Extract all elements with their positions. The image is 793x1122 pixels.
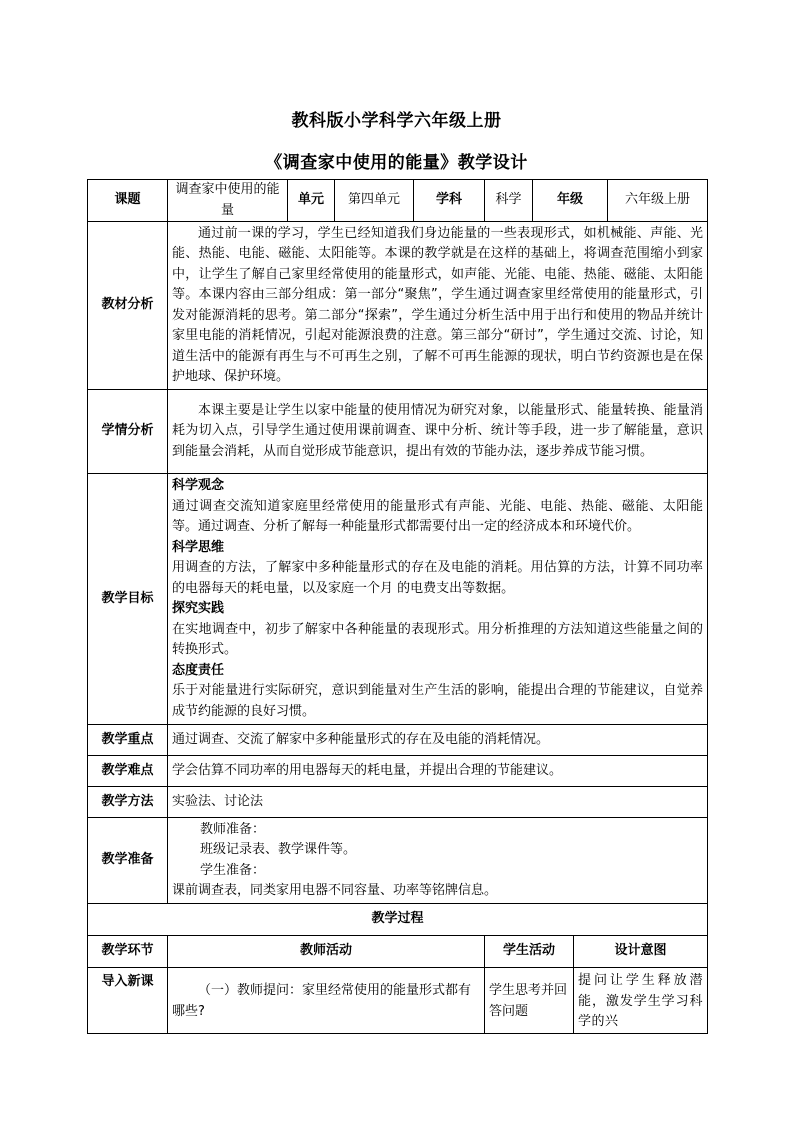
teacher-activity-column-header: 教师活动 [168,936,485,968]
student-prep-text: 课前调查表，同类家用电器不同容量、功率等铭牌信息。 [172,883,498,898]
info-row [88,180,708,222]
key-point-label: 教学重点 [88,725,168,756]
preparation-row [88,818,708,904]
key-point-row [88,725,708,756]
method-label: 教学方法 [88,787,168,818]
objective-heading-thinking: 科学思维 [172,539,225,555]
student-analysis-text: 本课主要是让学生以家中能量的使用情况为研究对象，以能量形式、能量转换、能量消耗为切入点，引导学生通过使用课前调查、课中分析、统计等手段，进一步了解能量，意识到能量会消耗，从而自觉形成节能意识，提出有效的节能办法，逐步养成节能习惯。 [168,390,708,474]
lesson-value: 调查家中使用的能量 [168,180,288,222]
preparation-label: 教学准备 [88,818,168,904]
objective-heading-concept: 科学观念 [172,478,225,493]
student-prep-heading: 学生准备： [200,862,266,878]
student-analysis-row [88,390,708,474]
unit-label: 单元 [288,180,335,222]
textbook-analysis-label: 教材分析 [88,222,168,390]
design-intent-column-header: 设计意图 [574,936,708,968]
objective-text-practice: 在实地调查中，初步了解家中各种能量的表现形式。用分析推理的方法知道这些能量之间的转换形式。 [172,621,704,657]
teacher-prep-heading: 教师准备： [200,821,266,837]
process-row [88,968,708,1034]
difficulty-row [88,756,708,787]
objective-heading-attitude: 态度责任 [172,662,225,678]
key-point-text: 通过调查、交流了解家中多种能量形式的存在及电能的消耗情况。 [168,725,708,756]
objective-text-thinking: 用调查的方法，了解家中多种能量形式的存在及电能的消耗。用估算的方法，计算不同功率的电器每天的耗电量，以及家庭一个月 的电费支出等数据。 [172,560,704,596]
stage-cell: 导入新课 [88,968,168,1034]
process-header-row [88,936,708,968]
objectives-row [88,474,708,725]
textbook-analysis-row [88,222,708,390]
process-title: 教学过程 [88,904,708,936]
document-subtitle: 《调查家中使用的能量》教学设计 [265,153,528,173]
design-intent-cell: 提问让学生释放潜能，激发学生学习科学的兴 [574,968,708,1034]
lesson-label: 课题 [88,180,168,222]
document-title: 教科版小学科学六年级上册 [291,111,502,131]
grade-value: 六年级上册 [608,180,708,222]
subject-value: 科学 [485,180,533,222]
grade-label: 年级 [533,180,608,222]
student-activity-cell: 学生思考并回答问题 [485,968,574,1034]
student-analysis-label: 学情分析 [88,390,168,474]
teacher-prep-text: 班级记录表、教学课件等。 [200,842,357,857]
objectives-content [168,474,708,725]
difficulty-text: 学会估算不同功率的用电器每天的耗电量，并提出合理的节能建议。 [168,756,708,787]
unit-value: 第四单元 [335,180,414,222]
method-row [88,787,708,818]
teacher-activity-cell: （一）教师提问：家里经常使用的能量形式都有哪些? [168,968,485,1034]
objective-text-attitude: 乐于对能量进行实际研究，意识到能量对生产生活的影响，能提出合理的节能建议，自觉养成节约能源的良好习惯。 [172,683,704,719]
subject-label: 学科 [414,180,485,222]
objective-text-concept: 通过调查交流知道家庭里经常使用的能量形式有声能、光能、电能、热能、磁能、太阳能等。通过调查、分析了解每一种能量形式都需要付出一定的经济成本和环境代价。 [172,498,704,534]
difficulty-label: 教学难点 [88,756,168,787]
lesson-plan-table [87,179,708,1034]
objectives-label: 教学目标 [88,474,168,725]
method-text: 实验法、讨论法 [168,787,708,818]
process-title-row [88,904,708,936]
stage-column-header: 教学环节 [88,936,168,968]
preparation-content [168,818,708,904]
objective-heading-practice: 探究实践 [172,601,225,616]
student-activity-column-header: 学生活动 [485,936,574,968]
textbook-analysis-text: 通过前一课的学习，学生已经知道我们身边能量的一些表现形式，如机械能、声能、光能、热能、电能、磁能、太阳能等。本课的教学就是在这样的基础上，将调查范围缩小到家中，让学生了解自己家里经常使用的能量形式，如声能、光能、电能、热能、磁能、太阳能等。本课内容由三部分组成：第一部分“聚焦”，学生通过调查家里经常使用的能量形式，引发对能源消耗的思考。第二部分“探索”，学生通过分析生活中用于出行和使用的物品并统计家里电能的消耗情况，引起对能源浪费的注意。第三部分“研讨”，学生通过交流、讨论，知道生活中的能源有再生与不可再生之别，了解不可再生能源的现状，明白节约资源也是在保护地球、保护环境。 [168,222,708,390]
